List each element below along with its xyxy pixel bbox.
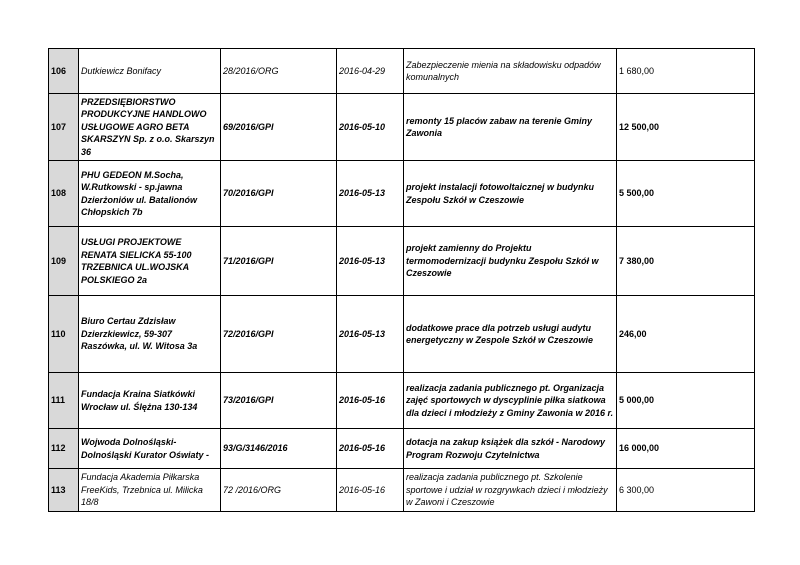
row-number: 113 [49, 469, 79, 512]
date-cell: 2016-04-29 [337, 49, 404, 94]
amount-cell: 12 500,00 [617, 94, 755, 161]
amount-cell: 1 680,00 [617, 49, 755, 94]
table-row [49, 161, 755, 227]
row-number: 106 [49, 49, 79, 94]
subject-cell: remonty 15 placów zabaw na terenie Gminy Zawonia [404, 94, 617, 161]
contract-number-cell: 69/2016/GPI [221, 94, 337, 161]
subject-cell: projekt instalacji fotowoltaicznej w budynku Zespołu Szkół w Czeszowie [404, 161, 617, 227]
amount-cell: 6 300,00 [617, 469, 755, 512]
date-cell: 2016-05-13 [337, 161, 404, 227]
row-number: 107 [49, 94, 79, 161]
row-number: 109 [49, 227, 79, 296]
row-number: 108 [49, 161, 79, 227]
date-cell: 2016-05-16 [337, 469, 404, 512]
contractor-cell: Fundacja Akademia Piłkarska FreeKids, Trzebnica ul. Milicka 18/8 [79, 469, 221, 512]
contractor-cell: Biuro Certau Zdzisław Dzierzkiewicz, 59-307 Raszówka, ul. W. Witosa 3a [79, 296, 221, 373]
table-row [49, 469, 755, 512]
contractor-cell: Dutkiewicz Bonifacy [79, 49, 221, 94]
contractor-cell: USŁUGI PROJEKTOWE RENATA SIELICKA 55-100 TRZEBNICA UL.WOJSKA POLSKIEGO 2a [79, 227, 221, 296]
table-row [49, 49, 755, 94]
date-cell: 2016-05-13 [337, 227, 404, 296]
table-row [49, 94, 755, 161]
contract-number-cell: 71/2016/GPI [221, 227, 337, 296]
contractor-cell: PHU GEDEON M.Socha, W.Rutkowski - sp.jawna Dzierżoniów ul. Batalionów Chłopskich 7b [79, 161, 221, 227]
table-row [49, 429, 755, 469]
row-number: 112 [49, 429, 79, 469]
contract-number-cell: 72/2016/GPI [221, 296, 337, 373]
subject-cell: projekt zamienny do Projektu termomodernizacji budynku Zespołu Szkół w Czeszowie [404, 227, 617, 296]
row-number: 110 [49, 296, 79, 373]
table-row [49, 227, 755, 296]
contract-number-cell: 73/2016/GPI [221, 373, 337, 429]
subject-cell: realizacja zadania publicznego pt. Szkolenie sportowe i udział w rozgrywkach dzieci i młodzieży w Zawoni i Czeszowie [404, 469, 617, 512]
subject-cell: realizacja zadania publicznego pt. Organizacja zajęć sportowych w dyscyplinie piłka siatkowa dla dzieci i młodzieży z Gminy Zawonia w 2016 r. [404, 373, 617, 429]
subject-cell: Zabezpieczenie mienia na składowisku odpadów komunalnych [404, 49, 617, 94]
contract-number-cell: 28/2016/ORG [221, 49, 337, 94]
amount-cell: 5 500,00 [617, 161, 755, 227]
contractor-cell: PRZEDSIĘBIORSTWO PRODUKCYJNE HANDLOWO USŁUGOWE AGRO BETA SKARSZYN Sp. z o.o. Skarszyn 36 [79, 94, 221, 161]
date-cell: 2016-05-16 [337, 429, 404, 469]
register-table [48, 48, 755, 512]
table-row [49, 296, 755, 373]
date-cell: 2016-05-10 [337, 94, 404, 161]
contract-number-cell: 93/G/3146/2016 [221, 429, 337, 469]
subject-cell: dotacja na zakup książek dla szkół - Narodowy Program Rozwoju Czytelnictwa [404, 429, 617, 469]
contractor-cell: Wojwoda Dolnośląski- Dolnośląski Kurator Oświaty - [79, 429, 221, 469]
amount-cell: 246,00 [617, 296, 755, 373]
subject-cell: dodatkowe prace dla potrzeb usługi audytu energetyczny w Zespole Szkół w Czeszowie [404, 296, 617, 373]
date-cell: 2016-05-13 [337, 296, 404, 373]
contractor-cell: Fundacja Kraina Siatkówki Wrocław ul. Ślężna 130-134 [79, 373, 221, 429]
date-cell: 2016-05-16 [337, 373, 404, 429]
row-number: 111 [49, 373, 79, 429]
contract-number-cell: 70/2016/GPI [221, 161, 337, 227]
contract-number-cell: 72 /2016/ORG [221, 469, 337, 512]
table-row [49, 373, 755, 429]
amount-cell: 7 380,00 [617, 227, 755, 296]
amount-cell: 16 000,00 [617, 429, 755, 469]
amount-cell: 5 000,00 [617, 373, 755, 429]
